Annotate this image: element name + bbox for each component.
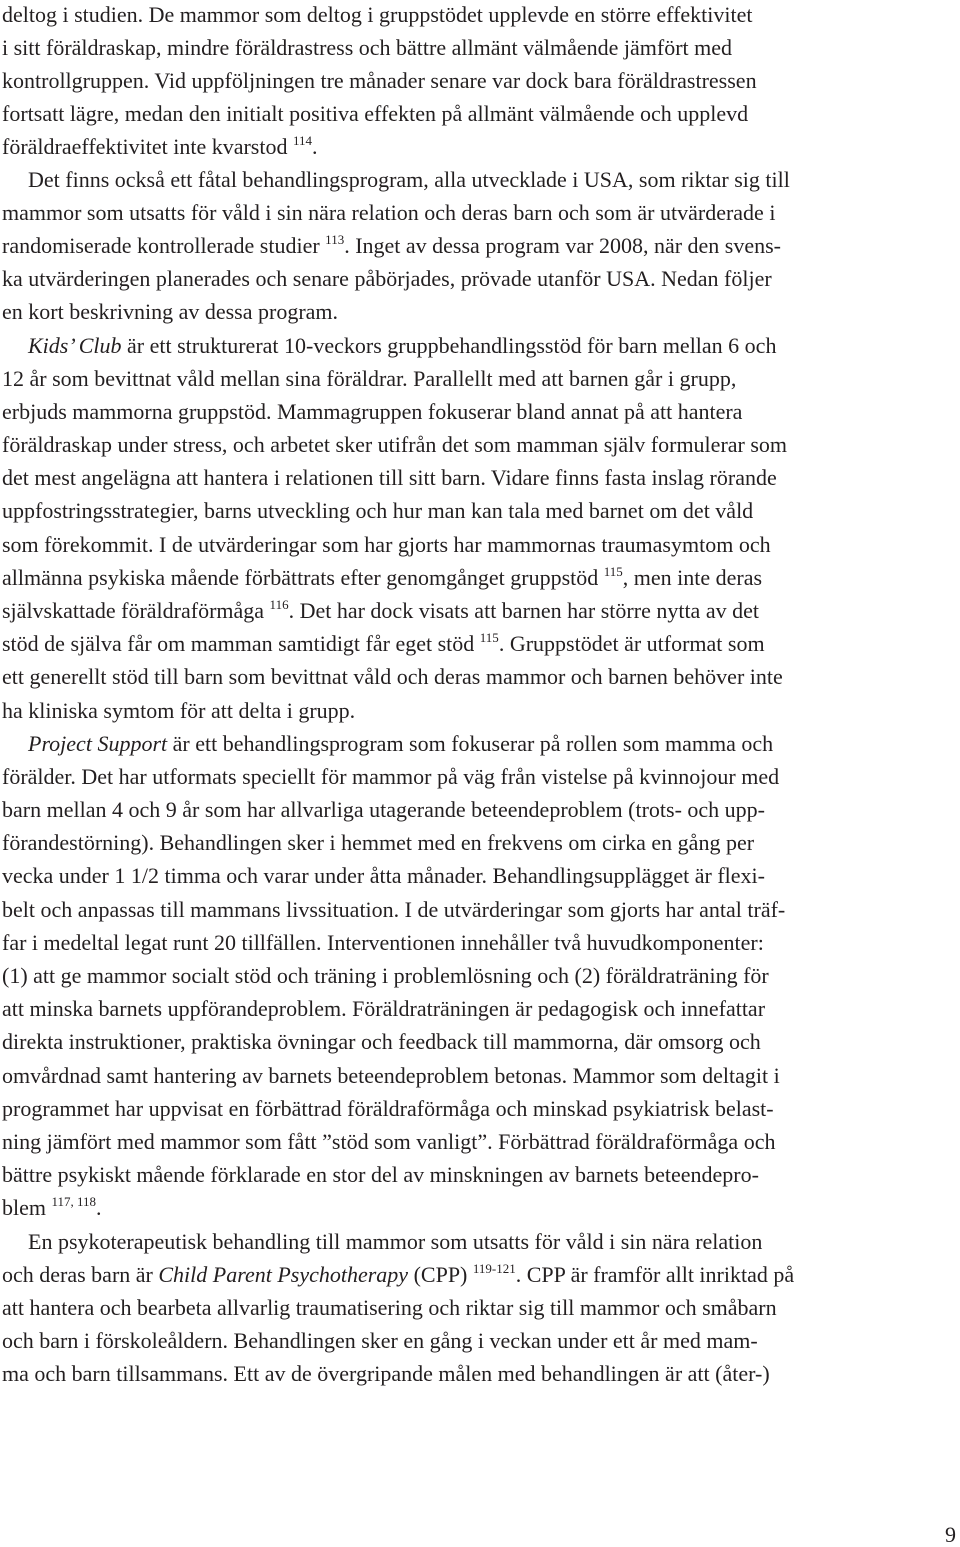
text-line bbox=[2, 262, 772, 296]
text-run: är ett behandlingsprogram som fokuserar på rollen som mamma och bbox=[167, 731, 774, 756]
text-line bbox=[2, 1125, 775, 1159]
text-run: . bbox=[312, 134, 318, 159]
text-line bbox=[2, 793, 765, 827]
text-line bbox=[2, 594, 759, 628]
text-line bbox=[2, 959, 769, 993]
text-line bbox=[2, 561, 762, 595]
footnote-ref: 115 bbox=[479, 630, 499, 645]
text-line bbox=[2, 926, 764, 960]
text-run: och deras barn är bbox=[2, 1262, 159, 1287]
text-line bbox=[2, 1357, 770, 1391]
text-line bbox=[2, 992, 765, 1026]
text-line bbox=[2, 893, 785, 927]
text-line bbox=[28, 163, 790, 197]
text-run: . Inget av dessa program var 2008, när den svens- bbox=[344, 233, 782, 258]
text-run: fortsatt lägre, medan den initialt positiva effekten på allmänt välmående och upplevd bbox=[2, 101, 749, 126]
text-run: barn mellan 4 och 9 år som har allvarliga utagerande beteendeproblem (trots- och upp- bbox=[2, 797, 765, 822]
footnote-ref: 113 bbox=[325, 232, 345, 247]
text-run: ka utvärderingen planerades och senare påbörjades, prövade utanför USA. Nedan följer bbox=[2, 266, 772, 291]
text-run: allmänna psykiska mående förbättrats efter genomgånget gruppstöd bbox=[2, 565, 604, 590]
text-run: blem bbox=[2, 1195, 52, 1220]
text-run: föräldraeffektivitet inte kvarstod bbox=[2, 134, 293, 159]
footnote-ref: 116 bbox=[269, 597, 289, 612]
footnote-ref: 114 bbox=[292, 133, 313, 148]
text-run: en kort beskrivning av dessa program. bbox=[2, 299, 339, 324]
text-line bbox=[2, 229, 781, 263]
text-line bbox=[2, 1291, 777, 1325]
text-run: belt och anpassas till mammans livssituation. I de utvärderingar som gjorts har antal träf- bbox=[2, 897, 786, 922]
text-run: självskattade föräldraförmåga bbox=[2, 598, 270, 623]
program-name: Project Support bbox=[28, 731, 168, 756]
footnote-ref: 115 bbox=[603, 564, 623, 579]
text-run: förälder. Det har utformats speciellt för mammor på väg från vistelse på kvinnojour med bbox=[2, 764, 780, 789]
text-run: En psykoterapeutisk behandling till mammor som utsatts för våld i sin nära relation bbox=[28, 1229, 763, 1254]
text-run: vecka under 1 1/2 timma och varar under åtta månader. Behandlingsupplägget är flexi- bbox=[2, 863, 765, 888]
text-line bbox=[28, 1225, 762, 1259]
text-run: direkta instruktioner, praktiska övningar och feedback till mammorna, där omsorg och bbox=[2, 1029, 761, 1054]
text-run: , men inte deras bbox=[622, 565, 763, 590]
text-run: 12 år som bevittnat våld mellan sina föräldrar. Parallellt med att barnen går i grupp, bbox=[2, 366, 737, 391]
text-run: far i medeltal legat runt 20 tillfällen. Interventionen innehåller två huvudkomponenter: bbox=[2, 930, 764, 955]
text-run: som förekommit. I de utvärderingar som har gjorts har mammornas traumasymtom och bbox=[2, 532, 771, 557]
text-line bbox=[2, 428, 787, 462]
text-line bbox=[2, 760, 779, 794]
text-line bbox=[2, 528, 771, 562]
text-run: stöd de själva får om mamman samtidigt får eget stöd bbox=[2, 631, 480, 656]
text-run: deltog i studien. De mammor som deltog i gruppstödet upplevde en större effektivitet bbox=[2, 2, 753, 27]
text-run: föräldraskap under stress, och arbetet sker utifrån det som mamman själv formulerar som bbox=[2, 432, 788, 457]
text-line bbox=[28, 329, 776, 363]
text-run: ma och barn tillsammans. Ett av de övergripande målen med behandlingen är att (åter-) bbox=[2, 1361, 770, 1386]
text-line bbox=[2, 826, 754, 860]
text-run: bättre psykiskt mående förklarade en stor del av minskningen av barnets beteendepro- bbox=[2, 1162, 759, 1187]
text-run: . CPP är framför allt inriktad på bbox=[515, 1262, 795, 1287]
text-line bbox=[2, 196, 775, 230]
text-line bbox=[2, 1059, 780, 1093]
text-line bbox=[2, 1092, 774, 1126]
text-line bbox=[2, 64, 757, 98]
text-line bbox=[2, 1158, 759, 1192]
footnote-ref: 119-121 bbox=[472, 1261, 516, 1276]
text-run: . bbox=[96, 1195, 102, 1220]
text-run: (1) att ge mammor socialt stöd och träning i problemlösning och (2) föräldraträning för bbox=[2, 963, 769, 988]
text-line bbox=[2, 660, 783, 694]
text-run: . Gruppstödet är utformat som bbox=[498, 631, 765, 656]
text-run: (CPP) bbox=[408, 1262, 473, 1287]
text-run: randomiserade kontrollerade studier bbox=[2, 233, 326, 258]
text-line bbox=[2, 694, 355, 728]
text-line bbox=[2, 362, 736, 396]
text-line bbox=[2, 295, 338, 329]
text-line bbox=[2, 97, 748, 131]
text-line bbox=[2, 1191, 102, 1225]
text-run: att minska barnets uppförandeproblem. Föräldraträningen är pedagogisk och innefattar bbox=[2, 996, 766, 1021]
text-run: . Det har dock visats att barnen har större nytta av det bbox=[288, 598, 759, 623]
text-run: är ett strukturerat 10-veckors gruppbehandlingsstöd för barn mellan 6 och bbox=[121, 333, 777, 358]
text-run: ha kliniska symtom för att delta i grupp. bbox=[2, 698, 356, 723]
program-name: Kids’ Club bbox=[28, 333, 122, 358]
footnote-ref: 117, 118 bbox=[51, 1194, 97, 1209]
text-run: och barn i förskoleåldern. Behandlingen sker en gång i veckan under ett år med mam- bbox=[2, 1328, 758, 1353]
text-line bbox=[2, 130, 318, 164]
text-run: omvårdnad samt hantering av barnets beteendeproblem betonas. Mammor som deltagit i bbox=[2, 1063, 780, 1088]
text-run: förandestörning). Behandlingen sker i hemmet med en frekvens om cirka en gång per bbox=[2, 830, 755, 855]
text-run: att hantera och bearbeta allvarlig traumatisering och riktar sig till mammor och småbarn bbox=[2, 1295, 777, 1320]
text-line bbox=[2, 1025, 761, 1059]
text-run: erbjuds mammorna gruppstöd. Mammagruppen fokuserar bland annat på att hantera bbox=[2, 399, 743, 424]
text-line bbox=[28, 727, 773, 761]
program-name: Child Parent Psychotherapy bbox=[158, 1262, 409, 1287]
text-run: mammor som utsatts för våld i sin nära relation och deras barn och som är utvärderade i bbox=[2, 200, 776, 225]
text-run: programmet har uppvisat en förbättrad föräldraförmåga och minskad psykiatrisk belast- bbox=[2, 1096, 774, 1121]
text-run: ett generellt stöd till barn som bevittnat våld och deras mammor och barnen behöver inte bbox=[2, 664, 783, 689]
text-run: uppfostringsstrategier, barns utveckling och hur man kan tala med barnet om det våld bbox=[2, 498, 754, 523]
text-run: ning jämfört med mammor som fått ”stöd som vanligt”. Förbättrad föräldraförmåga och bbox=[2, 1129, 776, 1154]
text-line bbox=[2, 859, 765, 893]
text-run: i sitt föräldraskap, mindre föräldrastress och bättre allmänt välmående jämfört med bbox=[2, 35, 733, 60]
text-run: Det finns också ett fåtal behandlingsprogram, alla utvecklade i USA, som riktar sig till bbox=[28, 167, 790, 192]
text-run: det mest angelägna att hantera i relationen till sitt barn. Vidare finns fasta inslag rörande bbox=[2, 465, 777, 490]
text-line bbox=[2, 461, 777, 495]
page-number: 9 bbox=[945, 1522, 956, 1547]
text-run: kontrollgruppen. Vid uppföljningen tre månader senare var dock bara föräldrastressen bbox=[2, 68, 757, 93]
text-line bbox=[2, 31, 732, 65]
text-line bbox=[2, 0, 753, 32]
text-line bbox=[2, 627, 765, 661]
text-line bbox=[2, 395, 742, 429]
text-line bbox=[2, 1324, 758, 1358]
text-line bbox=[2, 1258, 794, 1292]
text-line bbox=[2, 494, 753, 528]
